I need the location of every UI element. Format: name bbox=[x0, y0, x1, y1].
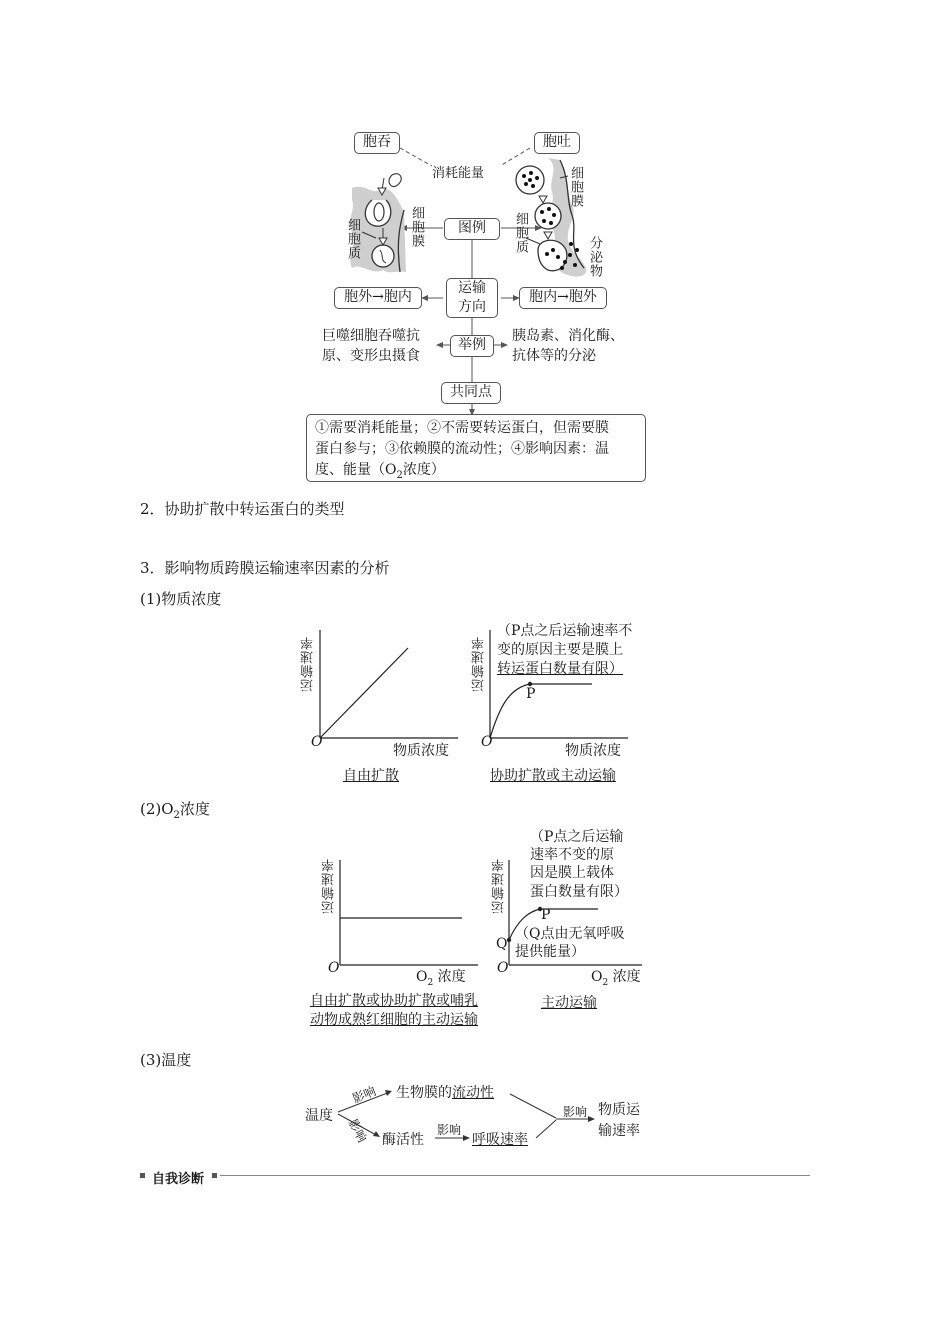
sub1-right-curve bbox=[490, 684, 592, 738]
self-check-square-left-icon bbox=[140, 1173, 145, 1178]
cytoplasm-left-label: 细胞质 bbox=[345, 218, 360, 260]
sub3-affect-right: 影响 bbox=[563, 1105, 588, 1119]
example-right-line1: 胰岛素、消化酶、 bbox=[512, 328, 624, 344]
sub2-left-xlabel-post: 浓度 bbox=[433, 969, 466, 985]
sub1-left-xlabel: 物质浓度 bbox=[393, 743, 449, 759]
sub3-temp: 温度 bbox=[305, 1108, 333, 1124]
example-right bbox=[512, 326, 624, 367]
sub2-left-caption-line1: 自由扩散或协助扩散或哺乳 bbox=[310, 993, 478, 1009]
sub1-note-line1: （P点之后运输速率不 bbox=[497, 623, 633, 639]
sub2-point-p: P bbox=[541, 907, 551, 923]
sub2-heading bbox=[140, 798, 210, 821]
sub3-affect-upper: 影响 bbox=[350, 1083, 378, 1106]
sub1-heading: (1)物质浓度 bbox=[140, 590, 222, 608]
sub1-note bbox=[497, 622, 632, 679]
sub2-right-xlabel-pre: O bbox=[591, 969, 603, 985]
sub1-left-line bbox=[320, 648, 408, 738]
common-text-line3-sub: 2 bbox=[396, 469, 403, 481]
sub2-right-xlabel-sub: 2 bbox=[602, 977, 609, 988]
sub2-note-q bbox=[515, 925, 624, 961]
sub2-charts bbox=[0, 820, 950, 980]
common-text-line3-post: 浓度） bbox=[402, 462, 445, 478]
sub2-left-ylabel: 运输速率 bbox=[322, 858, 337, 914]
sub2-left-xlabel bbox=[416, 966, 466, 988]
example-left-line1: 巨噬细胞吞噬抗 bbox=[322, 328, 420, 344]
sub2-right-ylabel: 运输速率 bbox=[492, 858, 507, 914]
sub1-right-xlabel: 物质浓度 bbox=[565, 743, 621, 759]
sub1-left-ylabel: 运输速率 bbox=[301, 636, 316, 692]
sub2-right-origin: O bbox=[497, 960, 509, 976]
example-left bbox=[322, 326, 420, 367]
in-direction-box: 胞外→胞内 bbox=[334, 287, 422, 309]
sub3-affect-lower: 影响 bbox=[345, 1116, 370, 1145]
sub1-note-line3: 转运蛋白数量有限） bbox=[497, 660, 623, 677]
sub2-heading-pre: (2)O bbox=[140, 800, 174, 818]
common-text-line2: 蛋白参与；③依赖膜的流动性；④影响因素：温 bbox=[315, 441, 609, 457]
sub2-right-caption: 主动运输 bbox=[541, 995, 597, 1011]
self-check-square-right-icon bbox=[212, 1173, 217, 1178]
sub3-result-line2: 输速率 bbox=[598, 1123, 640, 1139]
section3-title: 3．影响物质跨膜运输速率因素的分析 bbox=[140, 559, 390, 577]
sub2-right-xlabel-post: 浓度 bbox=[608, 969, 641, 985]
cell-membrane-right-label: 细胞膜 bbox=[568, 166, 583, 208]
sub1-left-caption: 自由扩散 bbox=[343, 768, 399, 784]
common-text-line3-pre: 度、能量（O bbox=[315, 462, 397, 478]
sub2-left-origin: O bbox=[328, 960, 340, 976]
section2-title: 2．协助扩散中转运蛋白的类型 bbox=[140, 500, 345, 518]
example-right-line2: 抗体等的分泌 bbox=[512, 348, 596, 365]
sub3-result-line1: 物质运 bbox=[598, 1102, 640, 1118]
sub1-left-origin: O bbox=[311, 734, 323, 750]
sub3-respiration: 呼吸速率 bbox=[472, 1132, 528, 1148]
sub2-note-p-line2: 速率不变的原 bbox=[530, 847, 614, 864]
sub2-heading-post: 浓度 bbox=[179, 800, 210, 818]
sub3-result bbox=[598, 1100, 640, 1142]
cell-membrane-left-label: 细胞膜 bbox=[409, 206, 424, 248]
direction-line2: 方向 bbox=[458, 298, 486, 315]
sub2-right-xlabel bbox=[591, 966, 641, 988]
sub1-point-p: P bbox=[526, 686, 536, 702]
sub2-note-p-line1: （P点之后运输 bbox=[530, 829, 624, 845]
energy-label: 消耗能量 bbox=[432, 166, 485, 181]
sub2-note-q-line2: 提供能量） bbox=[515, 944, 585, 961]
sub1-right-caption: 协助扩散或主动运输 bbox=[490, 768, 616, 784]
common-text-line3 bbox=[315, 460, 637, 483]
direction-box bbox=[446, 278, 498, 318]
out-direction-box: 胞内→胞外 bbox=[519, 287, 607, 309]
common-text-line1: ①需要消耗能量；②不需要转运蛋白，但需要膜 bbox=[315, 420, 609, 436]
sub2-heading-sub: 2 bbox=[173, 810, 180, 821]
sub3-membrane-ul: 流动性 bbox=[452, 1085, 494, 1101]
common-text-box bbox=[306, 414, 646, 482]
sub2-note-p bbox=[530, 828, 628, 901]
illustration-box: 图例 bbox=[444, 218, 500, 240]
sub2-left-xlabel-pre: O bbox=[416, 969, 428, 985]
sub2-left-caption-line2: 动物成熟红细胞的主动运输 bbox=[310, 1011, 478, 1028]
secretion-label: 分泌物 bbox=[587, 236, 602, 278]
exocytosis-box: 胞吐 bbox=[534, 132, 580, 154]
example-box: 举例 bbox=[450, 335, 494, 357]
self-check-bar bbox=[140, 1168, 810, 1187]
sub1-right-ylabel: 运输速率 bbox=[472, 636, 487, 692]
sub3-membrane-pre: 生物膜的 bbox=[396, 1085, 452, 1101]
direction-line1: 运输 bbox=[458, 280, 486, 296]
endocytosis-box: 胞吞 bbox=[354, 132, 400, 154]
sub2-note-p-line3: 因是膜上载体 bbox=[530, 865, 614, 882]
cytoplasm-right-label: 细胞质 bbox=[513, 212, 528, 254]
sub1-charts bbox=[0, 600, 950, 800]
self-check-rule bbox=[220, 1175, 810, 1176]
sub3-enzyme: 酶活性 bbox=[382, 1132, 424, 1148]
sub2-left-xlabel-sub: 2 bbox=[427, 977, 434, 988]
sub1-right-origin: O bbox=[481, 734, 493, 750]
sub3-membrane bbox=[396, 1082, 494, 1102]
sub2-note-p-line4: 蛋白数量有限） bbox=[530, 883, 628, 900]
example-left-line2: 原、变形虫摄食 bbox=[322, 348, 420, 365]
sub2-note-q-line1: （Q点由无氧呼吸 bbox=[515, 926, 625, 942]
sub1-note-line2: 变的原因主要是膜上 bbox=[497, 641, 623, 658]
sub2-left-caption bbox=[310, 992, 478, 1030]
sub2-point-q: Q bbox=[496, 936, 508, 952]
sub3-affect-middle: 影响 bbox=[437, 1123, 462, 1137]
self-check-label: 自我诊断 bbox=[152, 1172, 205, 1187]
common-box: 共同点 bbox=[441, 382, 501, 404]
sub3-heading: (3)温度 bbox=[140, 1051, 192, 1069]
